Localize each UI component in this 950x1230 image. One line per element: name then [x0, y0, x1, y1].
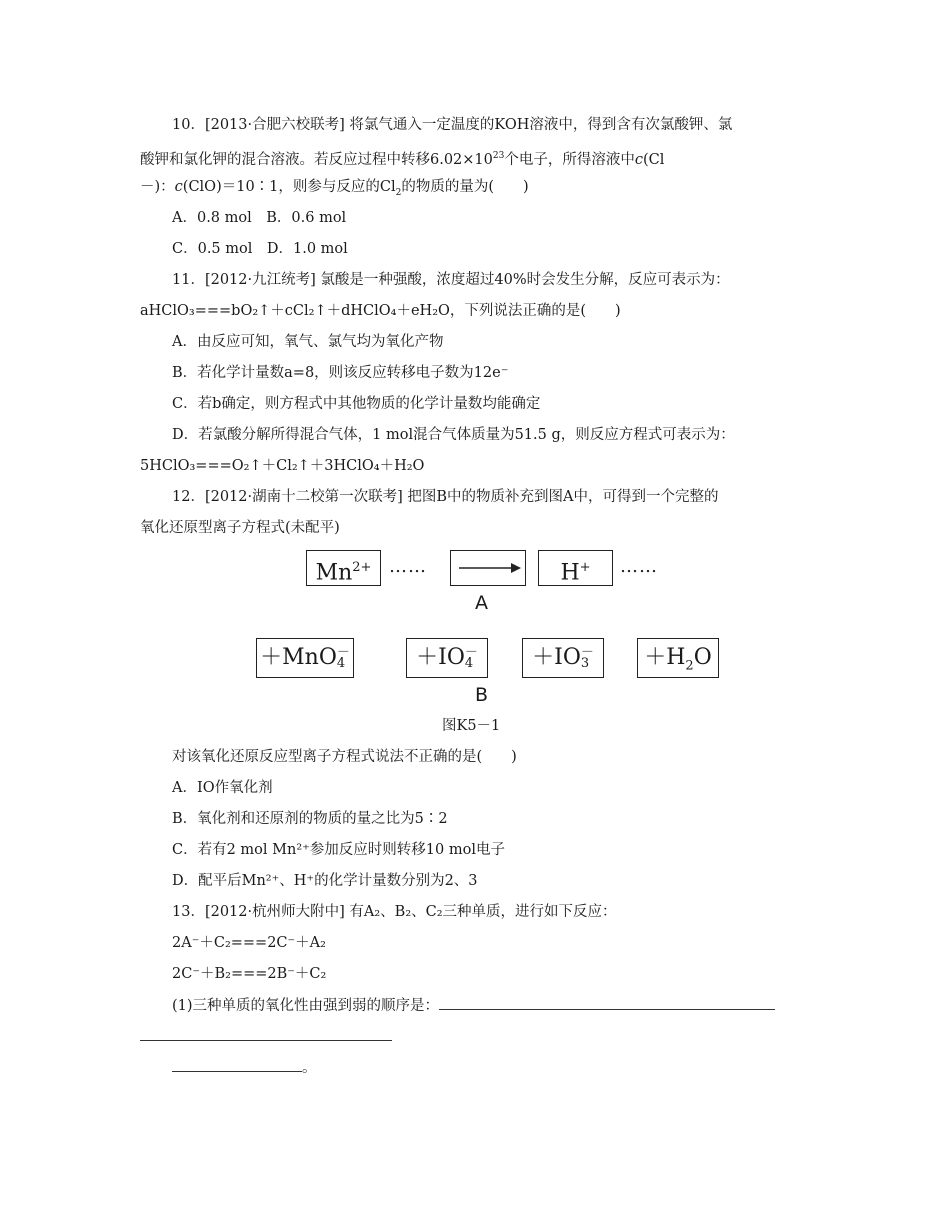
- figure-b-label: B: [475, 684, 489, 706]
- q10-line3: －)：c(ClO)＝10∶1，则参与反应的$Cl_2$的物质的量为( ): [140, 179, 529, 198]
- q11-option-a: A．由反应可知，氧气、氯气均为氧化产物: [172, 334, 444, 350]
- q11-option-d-equation: 5HClO₃===O₂↑＋Cl₂↑＋3HClO₄＋H₂O: [140, 458, 425, 474]
- reaction-arrow-icon: [451, 551, 525, 585]
- answer-blank-3[interactable]: [172, 1057, 302, 1072]
- figure-b-box-io3: ＋IO－ 3: [522, 638, 604, 678]
- figure-a-box-hplus: H+: [538, 550, 613, 586]
- figure-a-label: A: [475, 592, 488, 614]
- q12-line1: 12．[2012·湖南十二校第一次联考] 把图B中的物质补充到图A中，可得到一个完整的: [172, 489, 719, 505]
- q10-line1: 10．[2013·合肥六校联考] 将氯气通入一定温度的KOH溶液中，得到含有次氯酸钾、氯: [172, 117, 733, 133]
- q11-option-d: D．若氯酸分解所得混合气体，1 mol混合气体质量为51.5 g，则反应方程式可表示为：: [172, 427, 735, 443]
- figure-caption: 图K5－1: [442, 718, 501, 734]
- figure-a-box-arrow: [450, 550, 526, 586]
- q10-line2: 酸钾和氯化钾的混合溶液。若反应过程中转移$6.02\times 10^{23}$个电子，所得溶液中c(Cl: [140, 151, 665, 168]
- q13-line1: 13．[2012·杭州师大附中] 有A₂、B₂、C₂三种单质，进行如下反应：: [172, 904, 617, 920]
- q12-option-c: C．若有2 mol Mn²⁺参加反应时则转移10 mol电子: [172, 842, 505, 858]
- q11-option-c: C．若b确定，则方程式中其他物质的化学计量数均能确定: [172, 396, 541, 412]
- figure-b-box-mno4: ＋MnO－ 4: [256, 638, 354, 678]
- q13-equation-2: 2C⁻＋B₂===2B⁻＋C₂: [172, 966, 327, 982]
- figure-b-box-io4: ＋IO－ 4: [406, 638, 488, 678]
- q12-option-b: B．氧化剂和还原剂的物质的量之比为5∶2: [172, 811, 448, 827]
- figure-a-box-mn2plus: $Mn^{2+}$: [306, 550, 381, 586]
- answer-blank-2[interactable]: [140, 1026, 392, 1041]
- figure-a-dots-1: ……: [389, 556, 427, 577]
- q13-blank-line-3: 。: [172, 1057, 317, 1078]
- answer-blank-1[interactable]: [439, 995, 775, 1010]
- q11-line1: 11．[2012·九江统考] 氯酸是一种强酸，浓度超过40%时会发生分解，反应可表示为：: [172, 272, 730, 288]
- q10-options-ab: A．0.8 mol B．0.6 mol: [172, 210, 347, 226]
- q11-option-b: B．若化学计量数a=8，则该反应转移电子数为12e⁻: [172, 365, 509, 381]
- q12-line2: 氧化还原型离子方程式(未配平): [140, 520, 340, 536]
- q13-blank-line-2: [140, 1026, 392, 1047]
- q13-sub1: (1)三种单质的氧化性由强到弱的顺序是：: [172, 995, 775, 1016]
- figure-b-box-h2o: $+H_2O$: [637, 638, 719, 678]
- q12-option-d: D．配平后Mn²⁺、H⁺的化学计量数分别为2、3: [172, 873, 478, 889]
- q10-options-cd: C．0.5 mol D．1.0 mol: [172, 241, 348, 257]
- q12-stem: 对该氧化还原反应型离子方程式说法不正确的是( ): [172, 749, 517, 765]
- q11-equation: aHClO₃===bO₂↑＋cCl₂↑＋dHClO₄＋eH₂O，下列说法正确的是( ): [140, 303, 621, 319]
- q13-equation-1: 2A⁻＋C₂===2C⁻＋A₂: [172, 935, 326, 951]
- q12-option-a: A．IO作氧化剂: [172, 780, 273, 796]
- figure-a-dots-2: ……: [620, 556, 658, 577]
